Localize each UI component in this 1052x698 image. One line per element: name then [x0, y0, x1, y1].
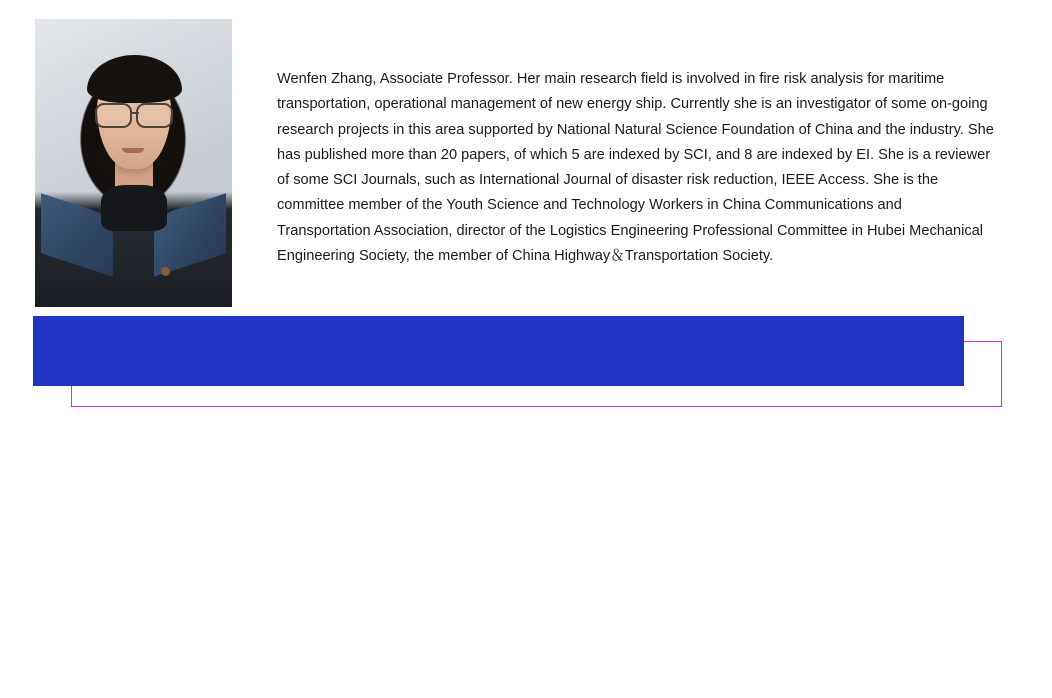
speaker-banner: [33, 316, 964, 695]
jacket-button-shape: [161, 267, 170, 276]
speaker-affiliation: Wuhan Textile University, Associate professor: [78, 675, 431, 695]
banner-title: Biography: [805, 656, 942, 686]
speaker-identity-block: [78, 646, 430, 698]
biography-text: Wenfen Zhang, Associate Professor. Her main research field is involved in fire risk analysis for maritime transportation, operational management of new energy ship. Currently she is an investigator of some on-going research projects in this area supported by National Natural Science Foundation of China and the industry. She has published more than 20 papers, of which 5 are indexed by SCI, and 8 are indexed by EI. She is a reviewer of some SCI Journals, such as International Journal of disaster risk reduction, IEEE Access. She is the committee member of the Youth Science and Technology Workers in China Communications and Transportation Association, director of the Logistics Engineering Professional Committee in Hubei Mechanical Engineering Society, the member of China Highway＆Transportation Society.: [277, 71, 994, 265]
glasses-lens-left: [95, 103, 132, 128]
speaker-name-role: Wenfen Zhang Invited Speaker: [78, 649, 319, 669]
speaker-portrait: [35, 19, 232, 307]
turtleneck-shape: [101, 185, 167, 231]
portrait-image: [35, 19, 232, 307]
glasses-icon: [93, 103, 175, 125]
glasses-lens-right: [136, 103, 173, 128]
hair-fringe-shape: [87, 55, 182, 103]
mouth-shape: [122, 148, 144, 153]
